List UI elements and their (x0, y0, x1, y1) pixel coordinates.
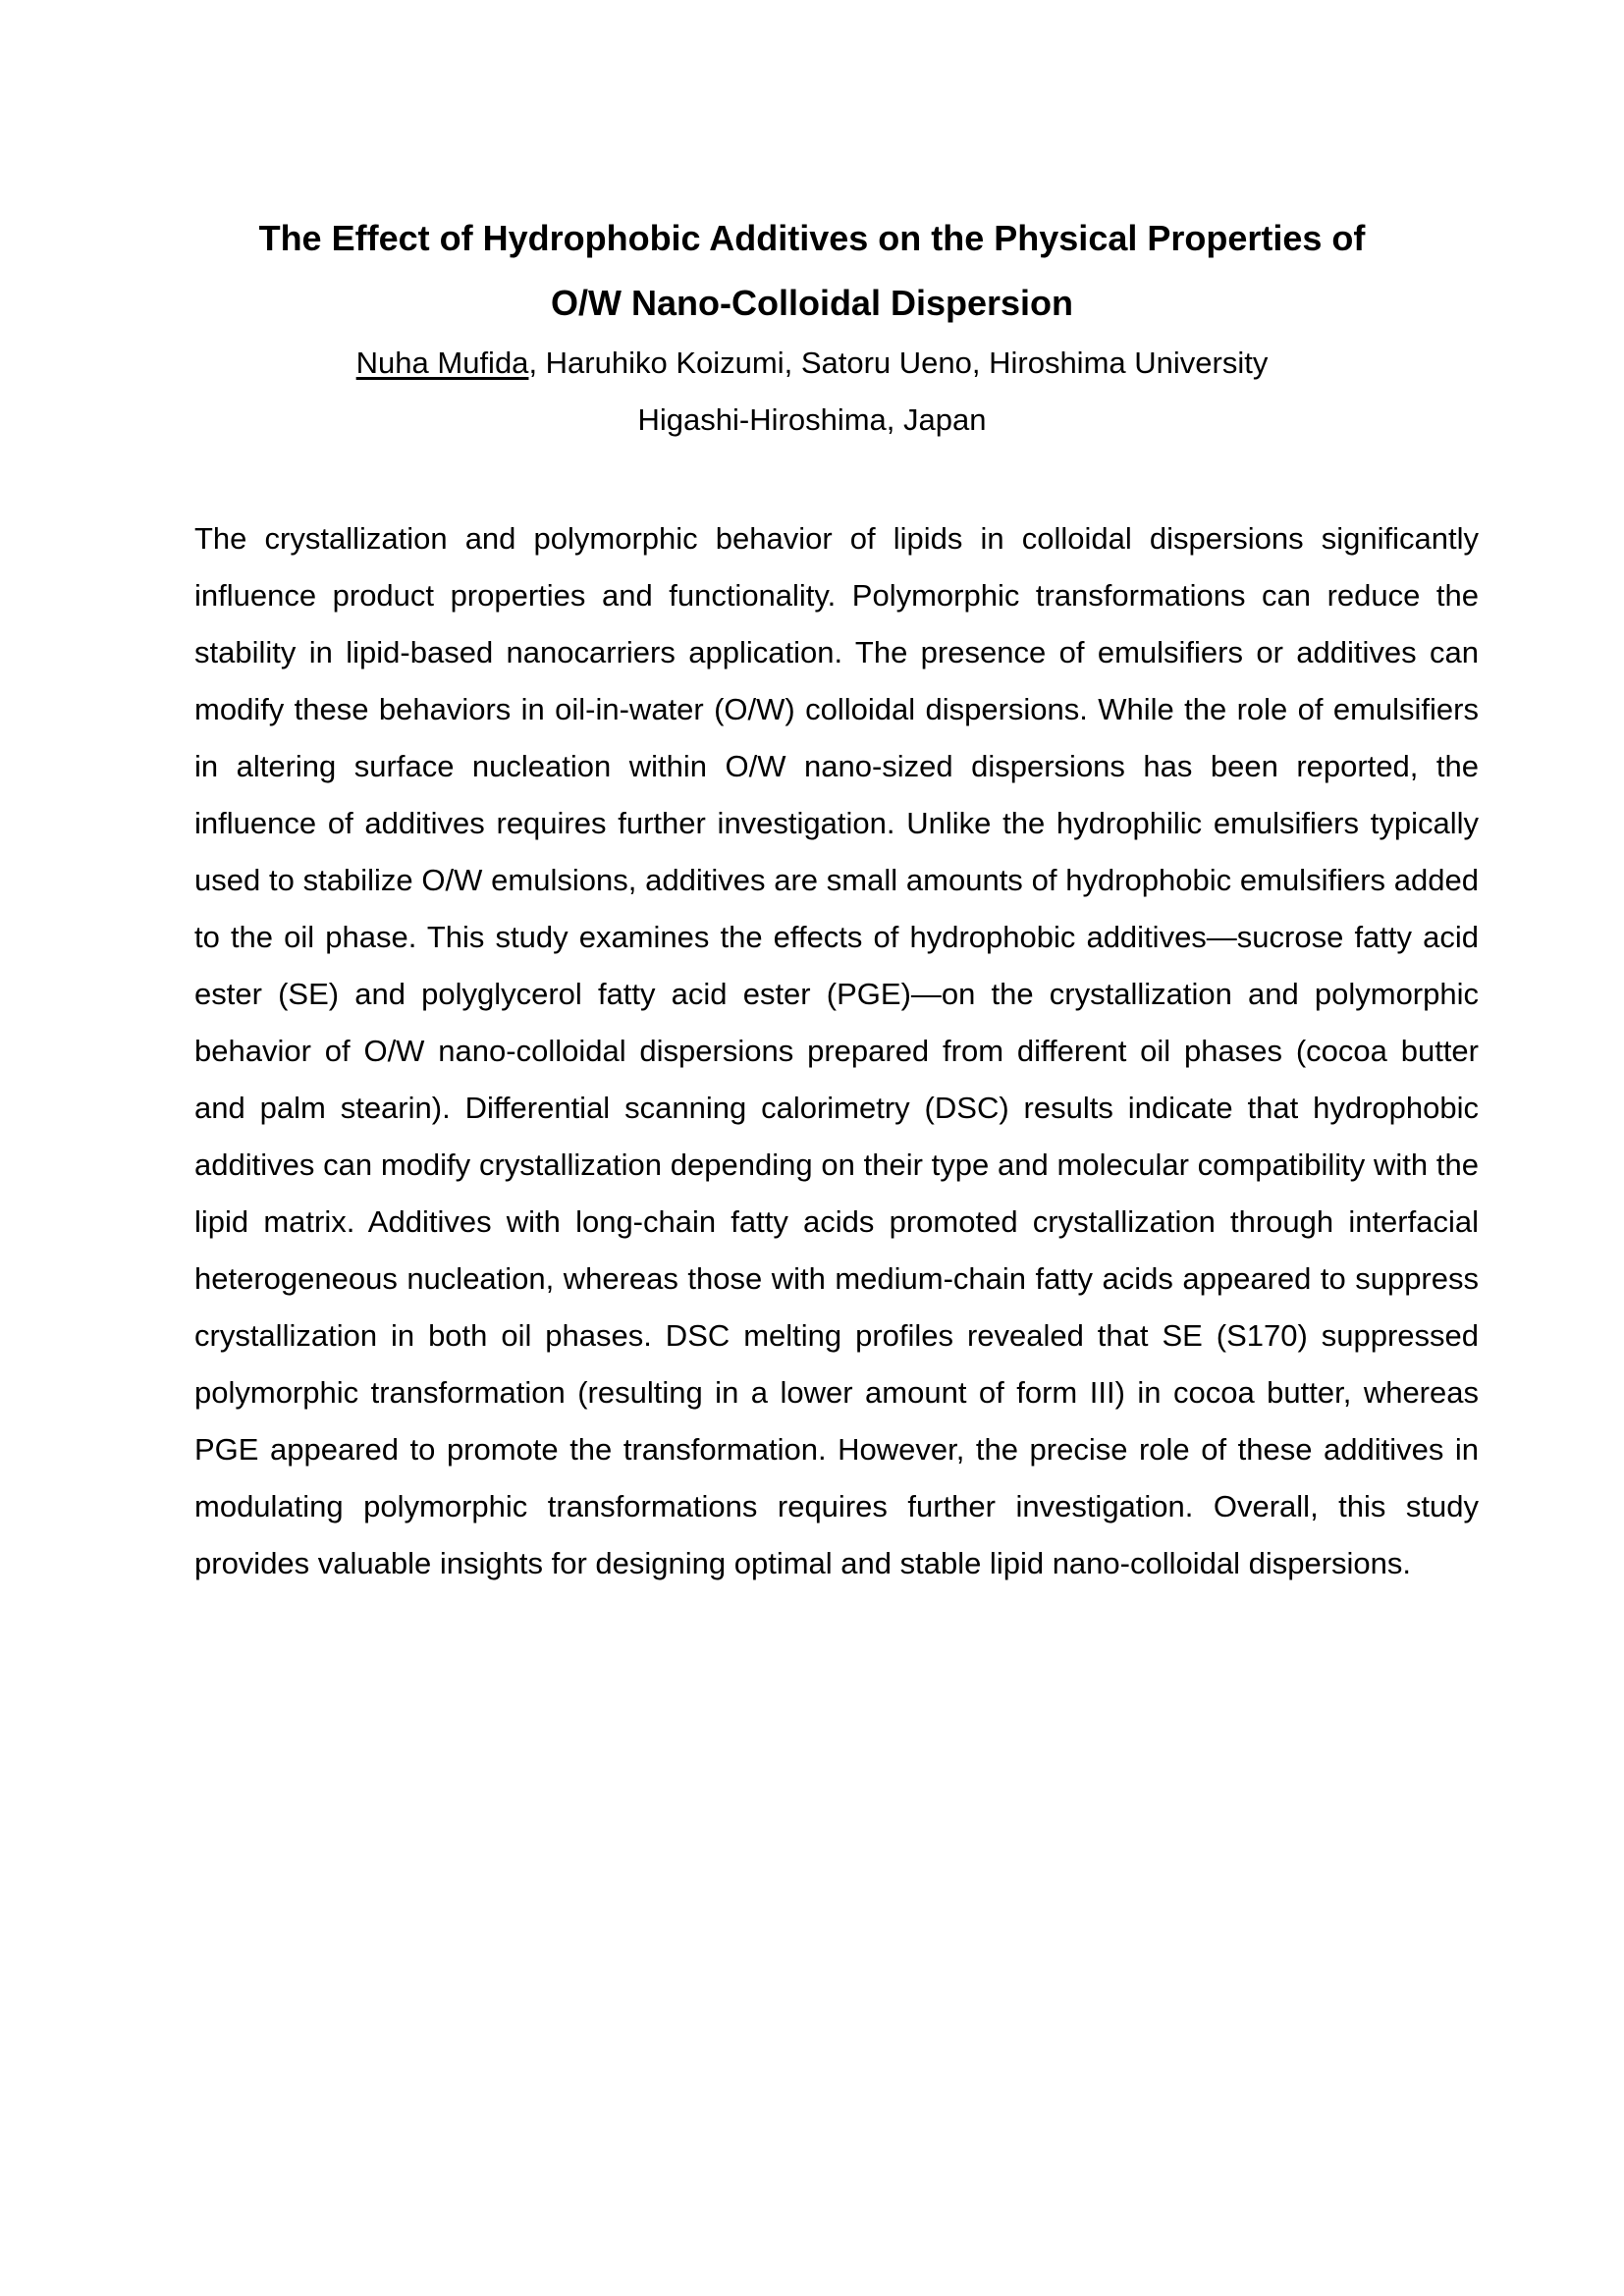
co-authors-affiliation: , Haruhiko Koizumi, Satoru Ueno, Hiroshima University (528, 346, 1269, 380)
author-line (147, 342, 1477, 385)
abstract-body: The crystallization and polymorphic behavior of lipids in colloidal dispersions significantly influence product properties and functionality. Polymorphic transformations can reduce the stability in lipid-based nanocarriers application. The presence of emulsifiers or additives can modify these behaviors in oil-in-water (O/W) colloidal dispersions. While the role of emulsifiers in altering surface nucleation within O/W nano-sized dispersions has been reported, the influence of additives requires further investigation. Unlike the hydrophilic emulsifiers typically used to stabilize O/W emulsions, additives are small amounts of hydrophobic emulsifiers added to the oil phase. This study examines the effects of hydrophobic additives—sucrose fatty acid ester (SE) and polyglycerol fatty acid ester (PGE)—on the crystallization and polymorphic behavior of O/W nano-colloidal dispersions prepared from different oil phases (cocoa butter and palm stearin). Differential scanning calorimetry (DSC) results indicate that hydrophobic additives can modify crystallization depending on their type and molecular compatibility with the lipid matrix. Additives with long-chain fatty acids promoted crystallization through interfacial heterogeneous nucleation, whereas those with medium-chain fatty acids appeared to suppress crystallization in both oil phases. DSC melting profiles revealed that SE (S170) suppressed polymorphic transformation (resulting in a lower amount of form III) in cocoa butter, whereas PGE appeared to promote the transformation. However, the precise role of these additives in modulating polymorphic transformations requires further investigation. Overall, this study provides valuable insights for designing optimal and stable lipid nano-colloidal dispersions. (194, 521, 1479, 1580)
presenting-author: Nuha Mufida (355, 346, 529, 380)
title-line-2: O/W Nano-Colloidal Dispersion (550, 283, 1074, 323)
author-location: Higashi-Hiroshima, Japan (637, 402, 987, 437)
title-line-1: The Effect of Hydrophobic Additives on the Physical Properties of (258, 218, 1366, 258)
paper-title (147, 206, 1477, 336)
